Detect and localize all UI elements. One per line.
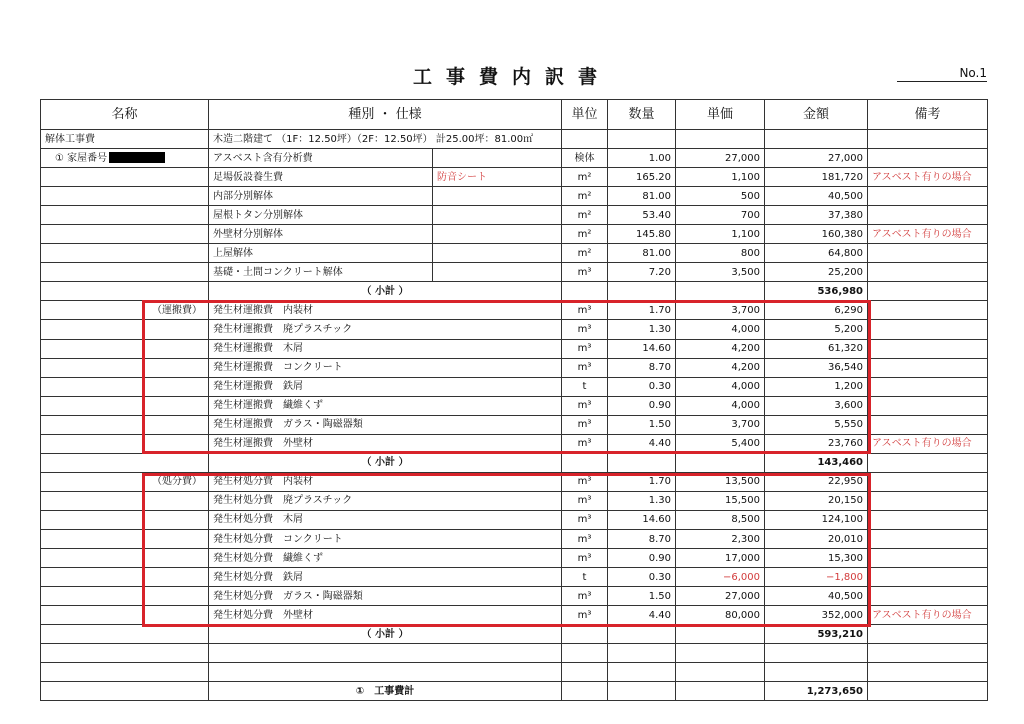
table-row: 発生材処分費 木屑 m³ 14.60 8,500 124,100 bbox=[41, 510, 988, 529]
total-row bbox=[41, 682, 988, 701]
document-title: 工事費内訳書 bbox=[412, 66, 611, 88]
table-row: 発生材処分費 廃プラスチック m³ 1.30 15,500 20,150 bbox=[41, 491, 988, 510]
blank-row bbox=[41, 663, 988, 682]
col-header-note: 備考 bbox=[868, 100, 988, 130]
col-header-amount: 金額 bbox=[765, 100, 868, 130]
redaction-block bbox=[109, 152, 165, 163]
subtotal-amount: 593,210 bbox=[765, 625, 868, 644]
col-header-qty: 数量 bbox=[608, 100, 676, 130]
table-row: 発生材処分費 ガラス・陶磁器類 m³ 1.50 27,000 40,500 bbox=[41, 587, 988, 606]
col-header-spec: 種別 ・ 仕様 bbox=[209, 100, 562, 130]
table-row: 基礎・土間コンクリート解体 m³ 7.20 3,500 25,200 bbox=[41, 263, 988, 282]
table-row: 発生材運搬費 木屑 m³ 14.60 4,200 61,320 bbox=[41, 339, 988, 358]
subtotal-label: （ 小計 ） bbox=[209, 625, 562, 644]
total-amount: 1,273,650 bbox=[765, 682, 868, 701]
total-label: ① 工事費計 bbox=[209, 682, 562, 701]
table-row: 足場仮設養生費 防音シート m² 165.20 1,100 181,720 アスベスト有りの場合 bbox=[41, 168, 988, 187]
table-row: 発生材運搬費 廃プラスチック m³ 1.30 4,000 5,200 bbox=[41, 320, 988, 339]
category-row bbox=[41, 130, 988, 149]
subtotal-row bbox=[41, 625, 988, 644]
house-label: ① 家屋番号 bbox=[41, 149, 209, 168]
col-header-name: 名称 bbox=[41, 100, 209, 130]
blank-row bbox=[41, 644, 988, 663]
table-row: 発生材運搬費 コンクリート m³ 8.70 4,200 36,540 bbox=[41, 358, 988, 377]
table-row: 発生材処分費 鉄屑 t 0.30 −6,000 −1,800 bbox=[41, 568, 988, 587]
transport-label: （運搬費） bbox=[41, 301, 209, 320]
table-row: 屋根トタン分別解体 m² 53.40 700 37,380 bbox=[41, 206, 988, 225]
table-row: （処分費） 発生材処分費 内装材 m³ 1.70 13,500 22,950 bbox=[41, 472, 988, 491]
table-row: 発生材運搬費 外壁材 m³ 4.40 5,400 23,760 アスベスト有りの場合 bbox=[41, 434, 988, 453]
page-number: No.1 bbox=[897, 66, 987, 82]
subtotal-row bbox=[41, 282, 988, 301]
col-header-unit: 単位 bbox=[562, 100, 608, 130]
negative-price: −6,000 bbox=[676, 568, 765, 587]
table-row: 発生材運搬費 ガラス・陶磁器類 m³ 1.50 3,700 5,550 bbox=[41, 415, 988, 434]
table-row: 発生材運搬費 繊維くず m³ 0.90 4,000 3,600 bbox=[41, 396, 988, 415]
subtotal-amount: 143,460 bbox=[765, 453, 868, 472]
subtotal-amount: 536,980 bbox=[765, 282, 868, 301]
disposal-label: （処分費） bbox=[41, 472, 209, 491]
table-row: 発生材処分費 繊維くず m³ 0.90 17,000 15,300 bbox=[41, 549, 988, 568]
category-spec: 木造二階建て （1F：12.50坪）（2F：12.50坪） 計25.00坪：81.00㎡ bbox=[209, 130, 562, 149]
table-row: 発生材処分費 外壁材 m³ 4.40 80,000 352,000 アスベスト有りの場合 bbox=[41, 606, 988, 625]
col-header-price: 単価 bbox=[676, 100, 765, 130]
breakdown-table bbox=[40, 99, 988, 701]
table-row: 上屋解体 m² 81.00 800 64,800 bbox=[41, 244, 988, 263]
subtotal-row bbox=[41, 453, 988, 472]
negative-amount: −1,800 bbox=[765, 568, 868, 587]
subtotal-label: （ 小計 ） bbox=[209, 453, 562, 472]
table-row: 外壁材分別解体 m² 145.80 1,100 160,380 アスベスト有りの場合 bbox=[41, 225, 988, 244]
category-name: 解体工事費 bbox=[41, 130, 209, 149]
table-row: （運搬費） 発生材運搬費 内装材 m³ 1.70 3,700 6,290 bbox=[41, 301, 988, 320]
table-row: ① 家屋番号 アスベスト含有分析費 検体 1.00 27,000 27,000 bbox=[41, 149, 988, 168]
table-row: 内部分別解体 m² 81.00 500 40,500 bbox=[41, 187, 988, 206]
table-row: 発生材処分費 コンクリート m³ 8.70 2,300 20,010 bbox=[41, 529, 988, 548]
header-row bbox=[41, 100, 988, 130]
table-row: 発生材運搬費 鉄屑 t 0.30 4,000 1,200 bbox=[41, 377, 988, 396]
subtotal-label: （ 小計 ） bbox=[209, 282, 562, 301]
